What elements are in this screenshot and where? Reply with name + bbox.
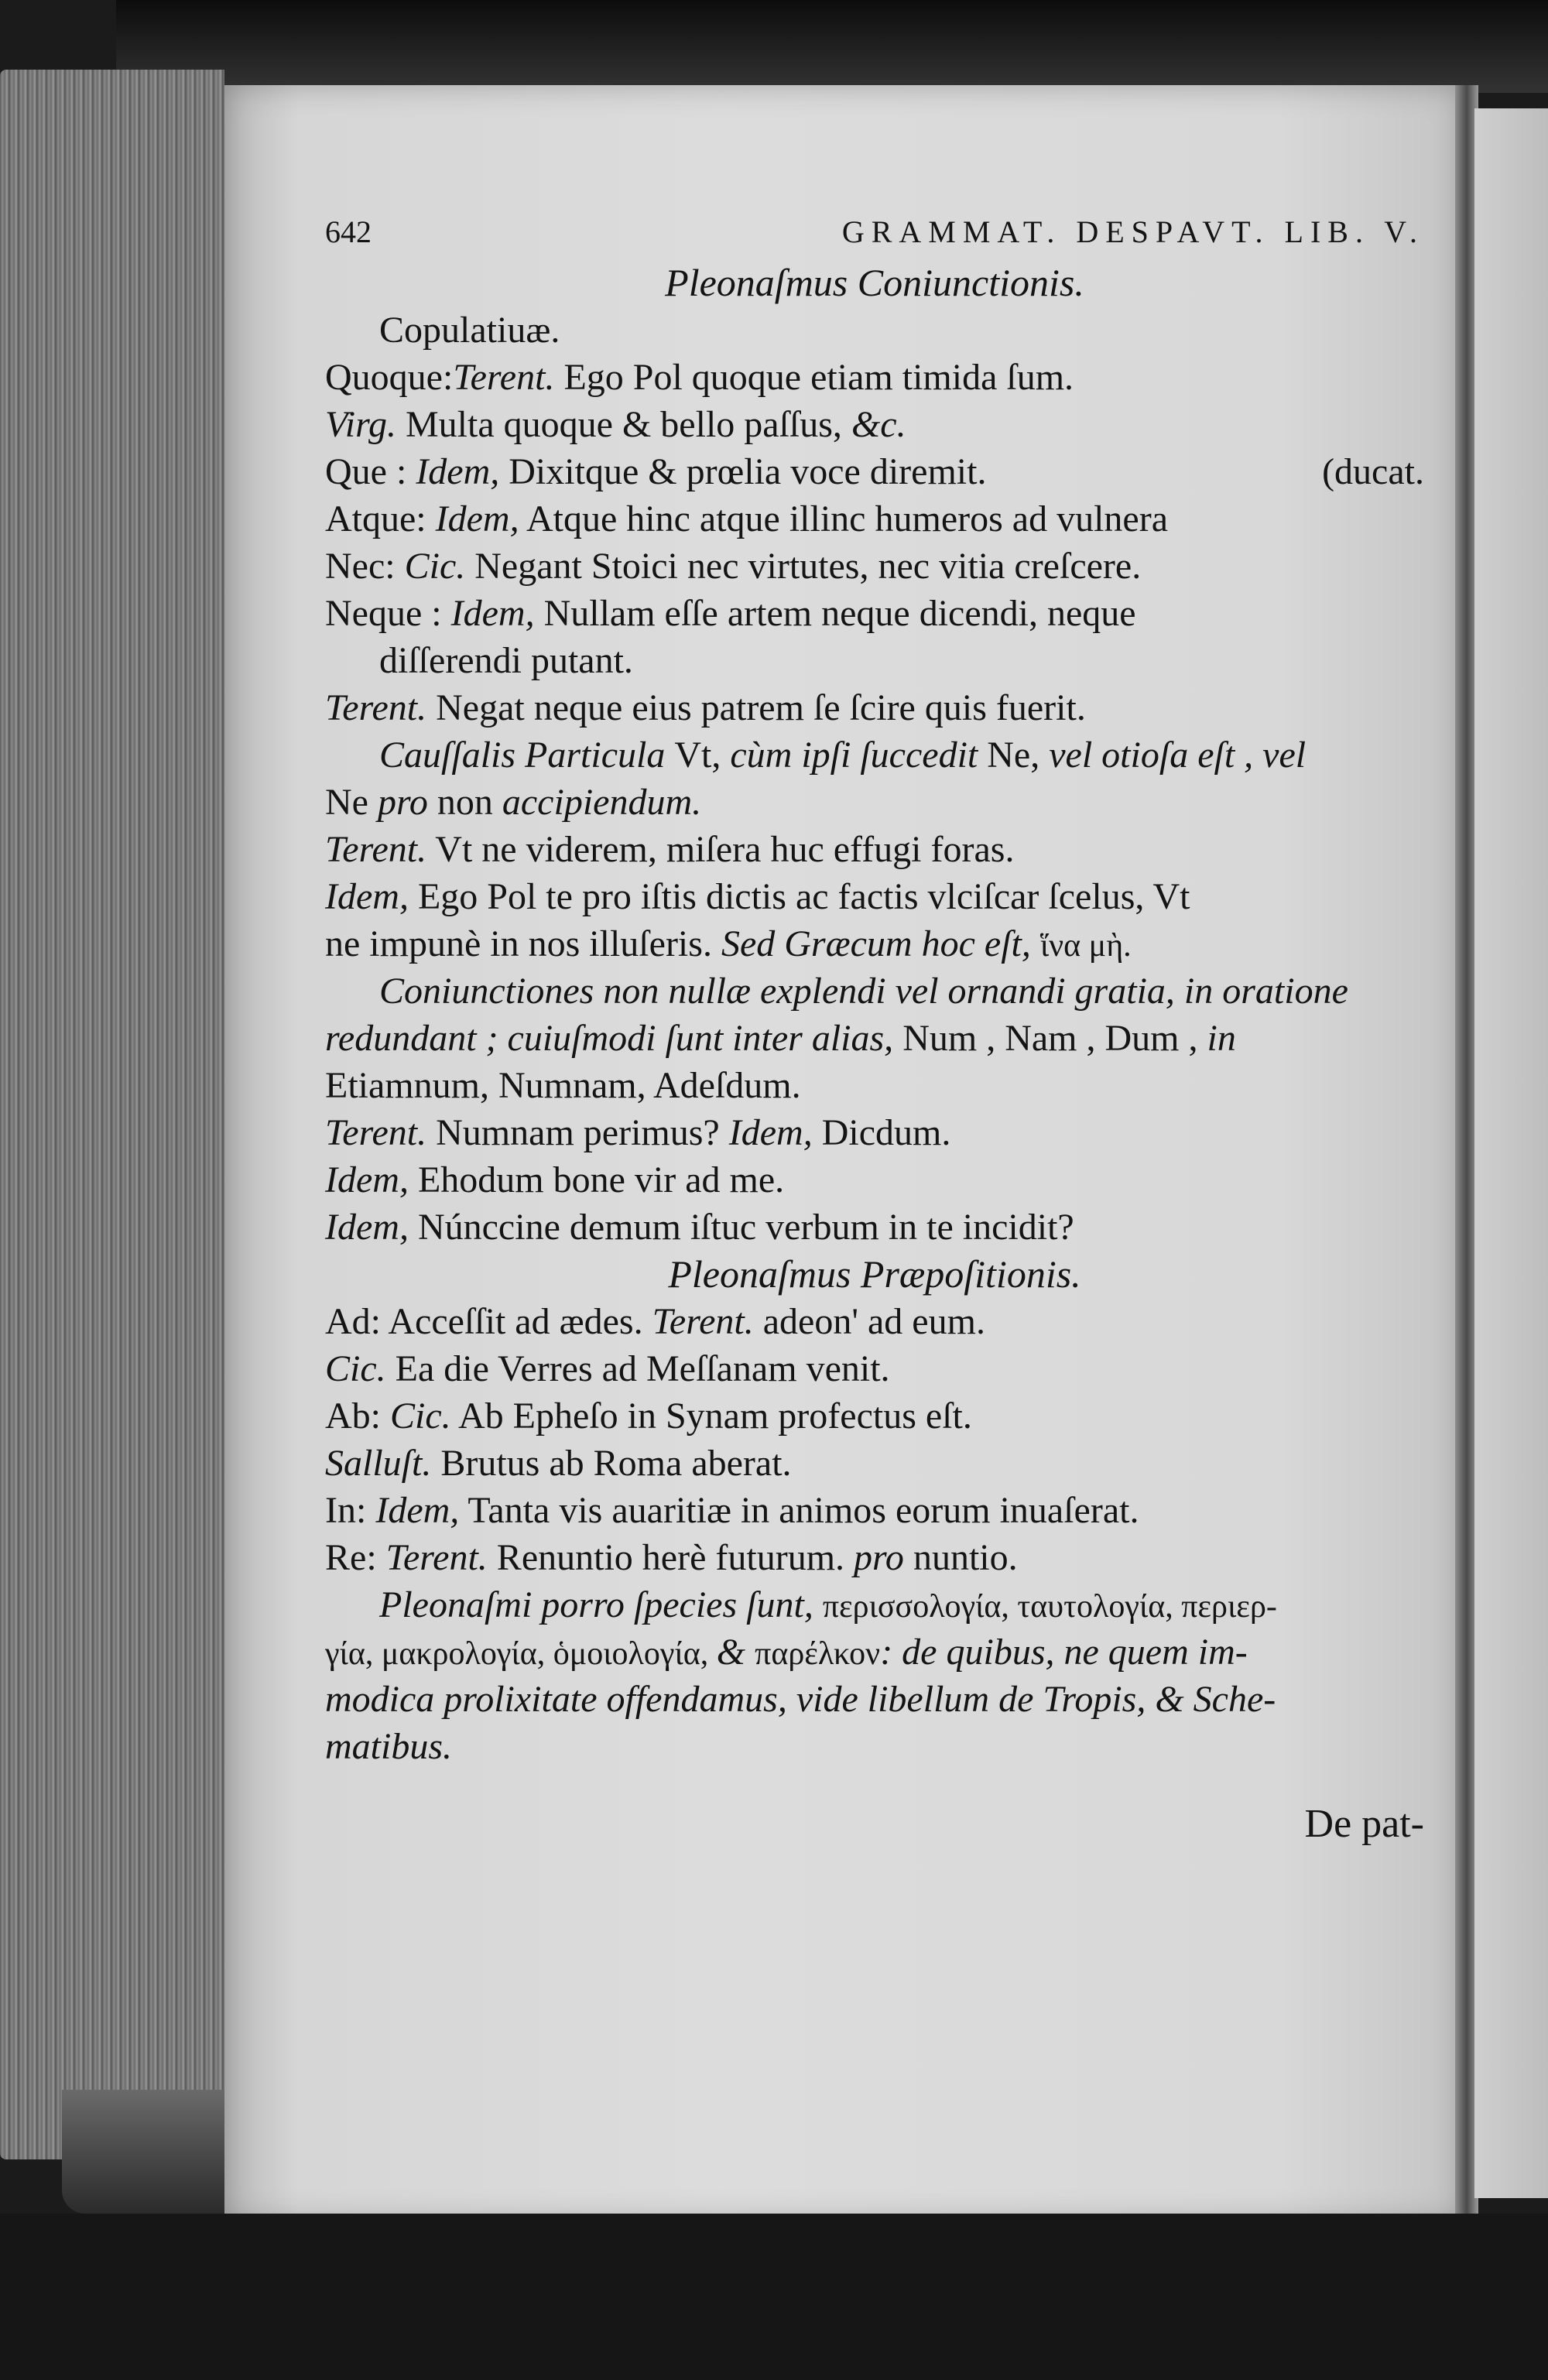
quote-text: Núnccine demum iſtuc verbum in te incidit? [408, 1207, 1074, 1248]
text-line [325, 590, 1424, 637]
text-line [325, 1628, 1424, 1676]
source-citation: Virg. [325, 404, 396, 445]
text-line [325, 873, 1424, 920]
background-table [0, 2214, 1548, 2380]
source-citation: Idem, [325, 876, 409, 917]
catchword: De pat- [1304, 1802, 1424, 1846]
page-edges [0, 70, 224, 2159]
line-label: Re: [325, 1537, 386, 1578]
quote-text: Negat neque eius patrem ſe ſcire quis fuerit. [426, 687, 1086, 728]
quote-text: nuntio. [903, 1537, 1018, 1578]
section-heading-preposition: Pleonaſmus Præpoſitionis. [668, 1252, 1081, 1296]
line-label: Atque: [325, 498, 436, 539]
source-citation: Salluſt. [325, 1443, 432, 1484]
source-citation: Idem, [325, 1207, 409, 1248]
quote-text: Tanta vis auaritiæ in animos eorum inuaſerat. [459, 1490, 1139, 1531]
source-citation: Idem, [416, 451, 500, 492]
catchword-row [325, 1801, 1424, 1863]
text-line [325, 1345, 1424, 1392]
source-citation: Idem, [375, 1490, 460, 1531]
source-citation: Cic. [404, 546, 466, 587]
text-line [325, 1487, 1424, 1534]
line-label: Nec: [325, 546, 405, 587]
commentary: pro [854, 1537, 904, 1578]
facing-page-edge [1474, 108, 1548, 2198]
greek-text: παρέλκον [755, 1636, 881, 1672]
source-citation: Idem, [728, 1112, 813, 1153]
line-label: Neque : [325, 593, 451, 634]
commentary: : de quibus, ne quem im- [880, 1632, 1248, 1673]
quote-text: diſſerendi putant. [379, 640, 633, 681]
quote-text: ne impunè in nos illuſeris. [325, 923, 721, 964]
greek-text: γία, μακρολογία, ὁμοιολογία, [325, 1636, 717, 1672]
text-line [325, 1581, 1424, 1628]
source-citation: Terent. [325, 829, 427, 870]
source-citation: Idem, [325, 1159, 409, 1200]
text-line [325, 543, 1424, 590]
text-line: matibus. [325, 1726, 453, 1767]
quote-text: Dicdum. [812, 1112, 951, 1153]
commentary: redundant ; cuiuſmodi ſunt inter alias, [325, 1018, 903, 1059]
quote-text: Acceſſit ad ædes. [388, 1301, 652, 1342]
source-citation: Terent. [652, 1301, 754, 1342]
commentary: Cauſſalis Particula [379, 735, 675, 776]
text-line [325, 826, 1424, 873]
text-line: Etiamnum, Numnam, Adeſdum. [325, 1065, 801, 1106]
quote-text: Ab Epheſo in Synam profectus eſt. [450, 1395, 972, 1437]
line-label: Ab: [325, 1395, 390, 1437]
quote-text: Numnam perimus? [426, 1112, 729, 1153]
quote-text: Ehodum bone vir ad me. [408, 1159, 785, 1200]
background-shadow [116, 0, 1548, 93]
commentary: & [716, 1632, 755, 1673]
commentary: accipiendum. [502, 782, 702, 823]
text-line [325, 1204, 1424, 1251]
running-title: GRAMMAT. DESPAVT. LIB. V. [841, 214, 1424, 249]
quote-text: Negant Stoici nec virtutes, nec vitia creſcere. [465, 546, 1142, 587]
text-line [325, 684, 1424, 731]
text-line [325, 779, 1424, 826]
quote-text: Brutus ab Roma aberat. [431, 1443, 792, 1484]
example-words: Num , Nam , Dum , [902, 1018, 1207, 1059]
greek-text: περισσολογία, ταυτολογία, περιερ- [822, 1589, 1277, 1625]
text-line: Coniunctiones non nullæ explendi vel ornandi gratia, in oratione [379, 971, 1348, 1012]
greek-text: ἵνα μὴ. [1039, 928, 1132, 964]
text-line [325, 1156, 1424, 1204]
quote-text: Ego Pol quoque etiam timida ſum. [554, 357, 1074, 398]
source-citation: Idem, [435, 498, 519, 539]
text-line: modica prolixitate offendamus, vide libellum de Tropis, & Sche- [325, 1679, 1276, 1720]
text-line [325, 731, 1424, 779]
quote-text: Renuntio herè futurum. [487, 1537, 854, 1578]
line-label: Copulatiuæ. [379, 310, 560, 351]
line-overflow: (ducat. [1322, 451, 1424, 492]
example-word: non [437, 782, 502, 823]
text-line [325, 448, 1424, 495]
source-citation: Terent. [385, 1537, 488, 1578]
source-citation: Idem, [450, 593, 535, 634]
running-header [325, 205, 1424, 259]
commentary: cùm ipſi ſuccedit [730, 735, 988, 776]
line-label: Que : [325, 451, 416, 492]
quote-text: Multa quoque & bello paſſus, [396, 404, 851, 445]
page-text [325, 205, 1424, 1863]
quote-text: Dixitque & prœlia voce diremit. [499, 451, 987, 492]
text-line [325, 637, 1424, 684]
quote-text: Atque hinc atque illinc humeros ad vulnera [519, 498, 1169, 539]
text-line [325, 354, 1424, 401]
source-citation: Terent. [325, 687, 427, 728]
quote-text: Vt ne viderem, miſera huc effugi foras. [426, 829, 1015, 870]
quote-text: Ea die Verres ad Meſſanam venit. [385, 1348, 890, 1389]
etc-abbrev: &c. [851, 404, 906, 445]
commentary: Pleonaſmi porro ſpecies ſunt, [379, 1584, 823, 1625]
quote-text: Ego Pol te pro iſtis dictis ac factis vlciſcar ſcelus, Vt [408, 876, 1190, 917]
line-label: Quoque: [325, 357, 454, 398]
source-citation: Terent. [325, 1112, 427, 1153]
commentary: vel otioſa eſt , vel [1049, 735, 1307, 776]
text-line [325, 495, 1424, 543]
text-line [325, 1440, 1424, 1487]
text-line [325, 920, 1424, 967]
text-line [325, 306, 1424, 354]
commentary: in [1207, 1018, 1236, 1059]
line-label: Ad: [325, 1301, 389, 1342]
section-heading-conjunction: Pleonaſmus Coniunctionis. [665, 261, 1084, 304]
text-line [325, 1015, 1424, 1062]
commentary: Sed Græcum hoc eſt, [721, 923, 1040, 964]
example-word: Vt, [674, 735, 731, 776]
text-line [325, 1534, 1424, 1581]
quote-text: adeon' ad eum. [753, 1301, 985, 1342]
source-citation: Cic. [325, 1348, 386, 1389]
quote-text: Nullam eſſe artem neque dicendi, neque [534, 593, 1136, 634]
example-word: Ne [325, 782, 378, 823]
page-number: 642 [325, 214, 372, 249]
source-citation: Cic. [390, 1395, 451, 1437]
text-line [325, 1109, 1424, 1156]
commentary: pro [377, 782, 437, 823]
text-line [325, 401, 1424, 448]
text-line [325, 1392, 1424, 1440]
text-line [325, 1298, 1424, 1345]
line-label: In: [325, 1490, 376, 1531]
example-word: Ne, [987, 735, 1050, 776]
source-citation: Terent. [453, 357, 555, 398]
